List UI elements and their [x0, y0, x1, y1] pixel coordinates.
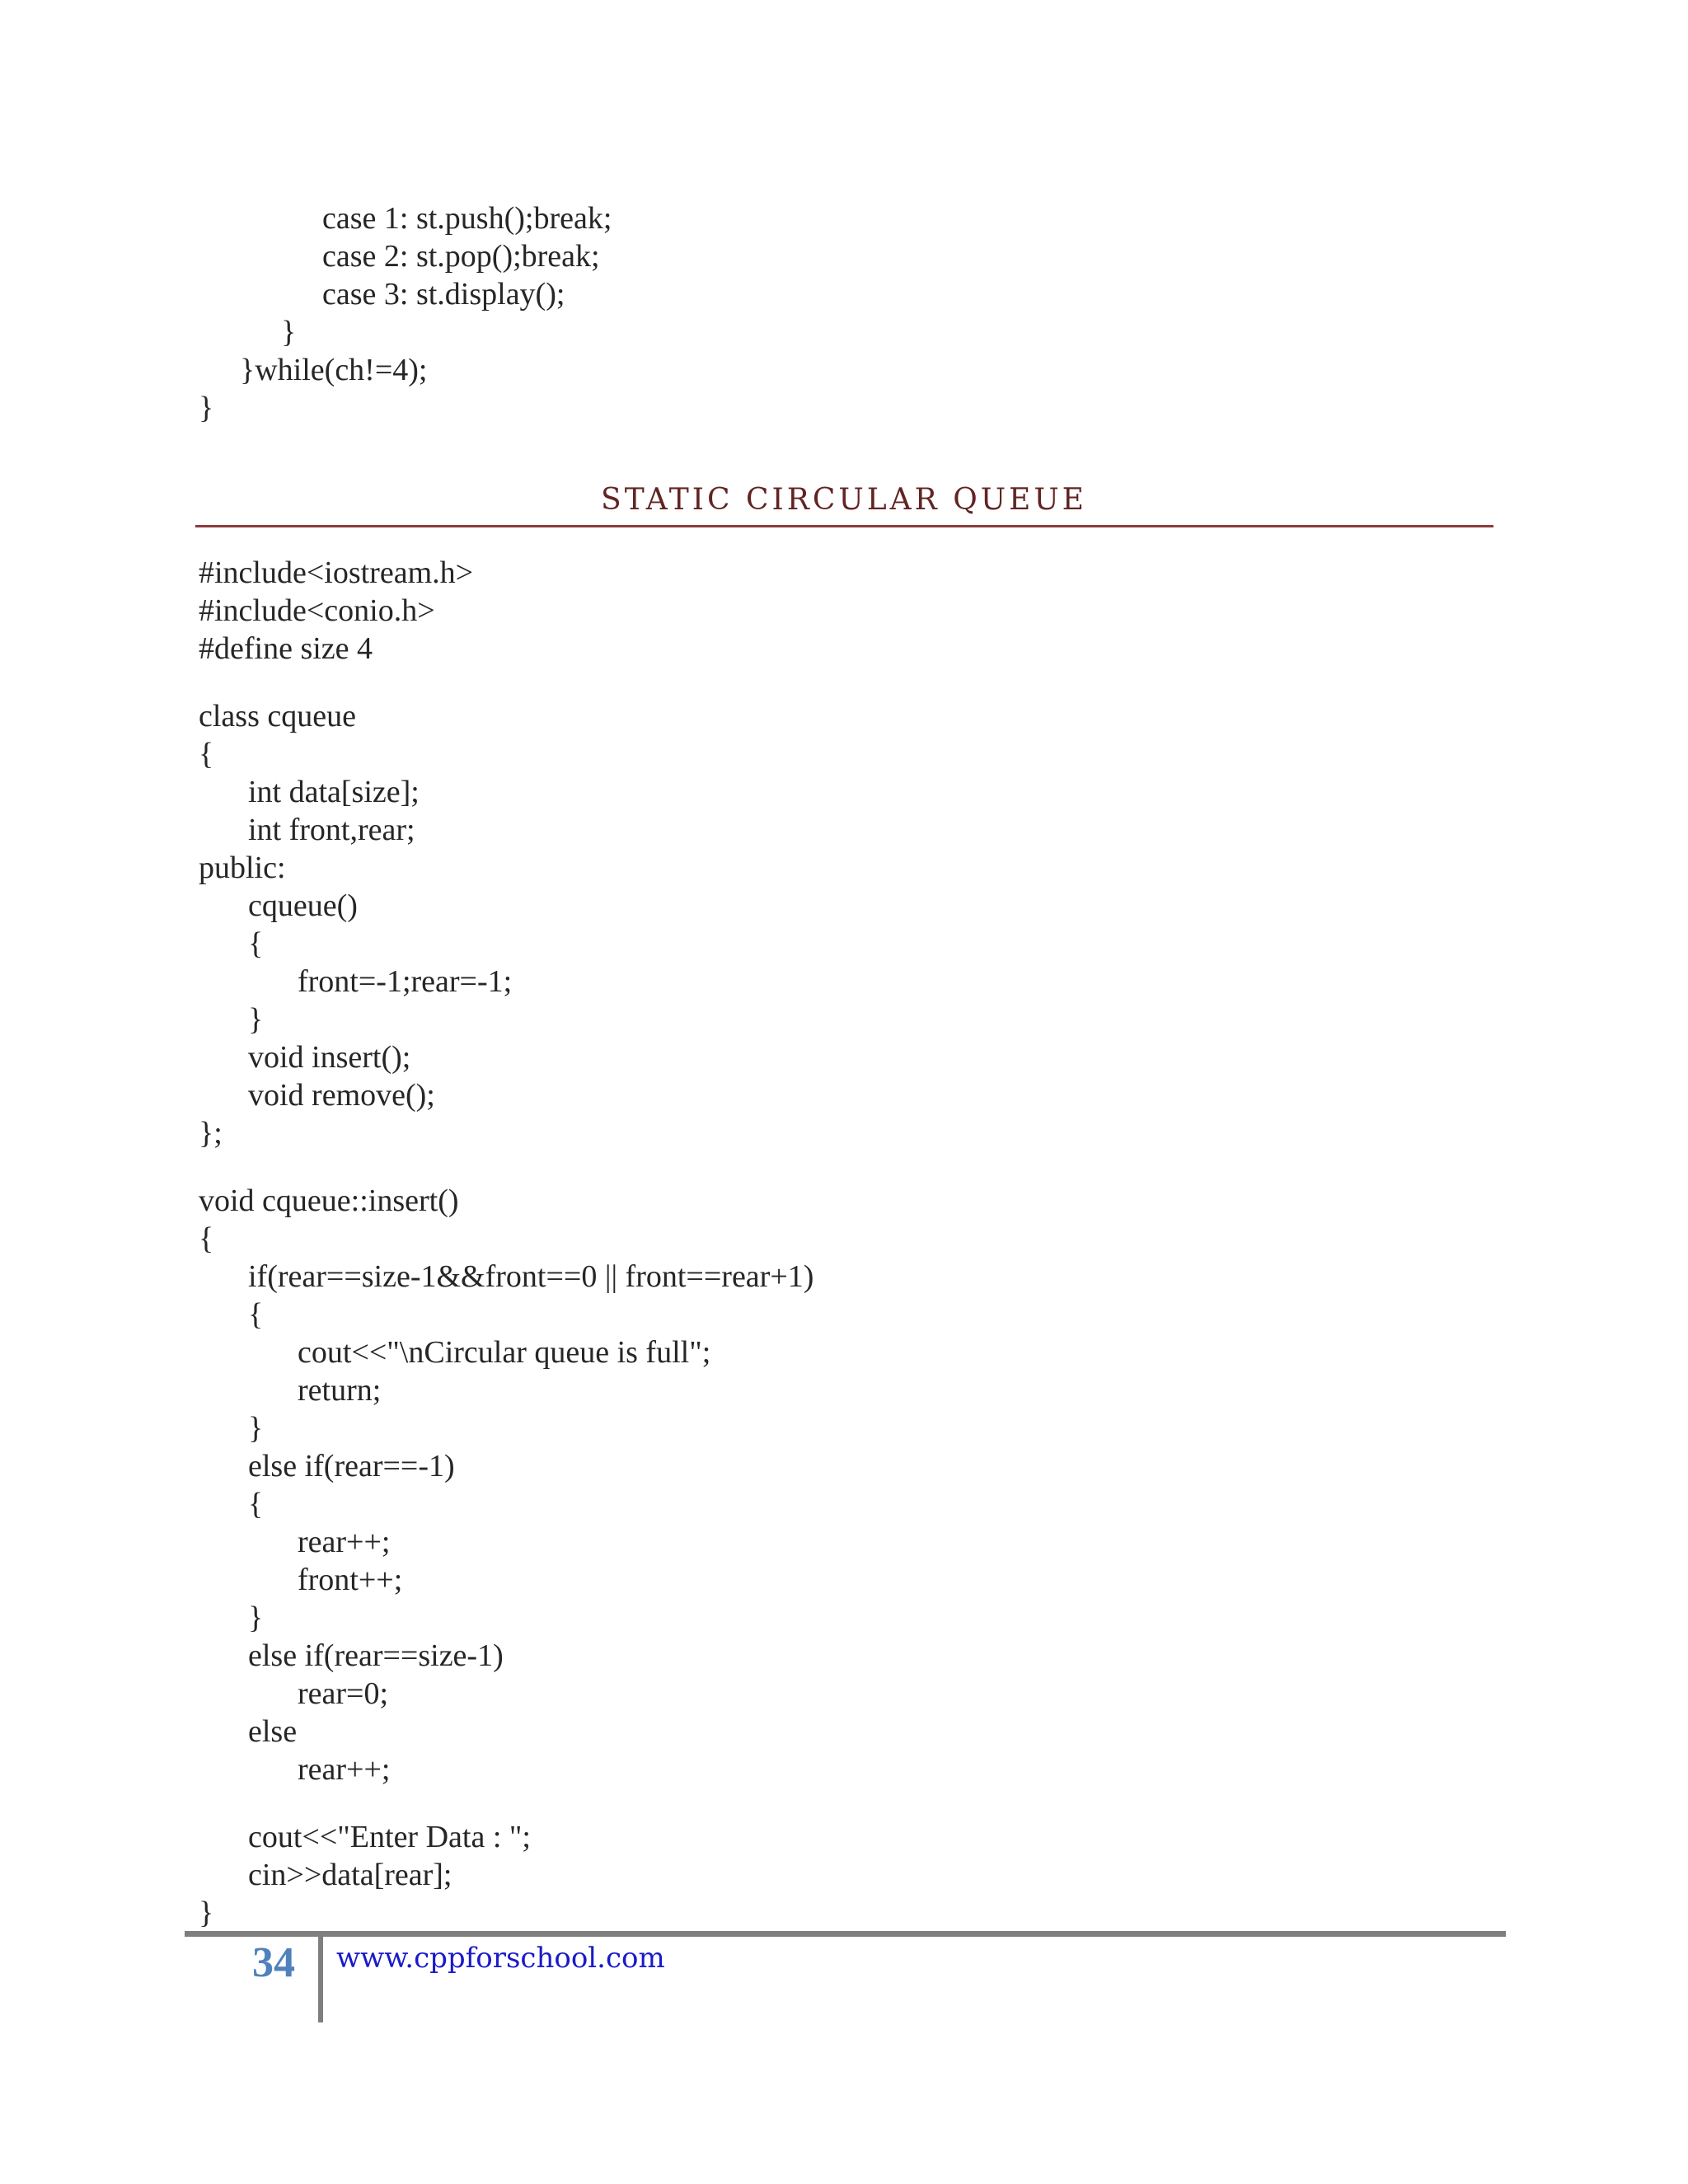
code-line: else: [248, 1714, 298, 1749]
code-line: void cqueue::insert(): [199, 1183, 459, 1218]
code-line: }: [199, 1896, 214, 1930]
code-line: cout<<"Enter Data : ";: [248, 1820, 531, 1854]
code-line: {: [248, 926, 264, 961]
heading-divider: [195, 525, 1493, 527]
code-line: rear++;: [298, 1525, 391, 1559]
code-line: rear++;: [298, 1752, 391, 1787]
code-line: front++;: [298, 1563, 403, 1597]
footer-vertical-divider: [318, 1937, 323, 2022]
code-line: cin>>data[rear];: [248, 1858, 452, 1892]
code-line: rear=0;: [298, 1676, 389, 1711]
code-line: #define size 4: [199, 631, 373, 666]
code-line: if(rear==size-1&&front==0 || front==rear+1): [248, 1259, 814, 1294]
code-line: {: [199, 737, 214, 771]
code-line: void remove();: [248, 1078, 435, 1113]
code-line: void insert();: [248, 1040, 411, 1075]
code-line: }while(ch!=4);: [240, 353, 428, 387]
footer-divider: [185, 1931, 1506, 1937]
code-line: }: [248, 1601, 264, 1635]
website-link[interactable]: www.cppforschool.com: [336, 1942, 665, 1975]
code-line: case 3: st.display();: [322, 277, 565, 312]
code-line: return;: [298, 1373, 382, 1408]
code-line: }: [248, 1002, 264, 1037]
code-line: int data[size];: [248, 775, 420, 809]
code-line: front=-1;rear=-1;: [298, 964, 513, 999]
code-line: case 2: st.pop();break;: [322, 239, 600, 274]
code-line: else if(rear==size-1): [248, 1638, 504, 1673]
code-line: {: [248, 1297, 264, 1332]
code-line: case 1: st.push();break;: [322, 201, 612, 236]
code-line: }: [248, 1411, 264, 1446]
code-line: public:: [199, 851, 286, 885]
code-line: }: [199, 391, 214, 425]
code-line: class cqueue: [199, 699, 356, 733]
code-line: cqueue(): [248, 888, 358, 923]
code-line: {: [248, 1487, 264, 1521]
code-line: cout<<"\nCircular queue is full";: [298, 1335, 711, 1370]
code-line: #include<conio.h>: [199, 593, 435, 628]
code-line: }: [281, 315, 297, 349]
code-line: int front,rear;: [248, 813, 415, 847]
code-line: {: [199, 1221, 214, 1256]
page-number: 34: [252, 1939, 295, 1986]
code-line: #include<iostream.h>: [199, 555, 474, 590]
code-line: };: [199, 1116, 223, 1151]
section-heading: STATIC CIRCULAR QUEUE: [601, 483, 1087, 517]
code-line: else if(rear==-1): [248, 1449, 455, 1483]
